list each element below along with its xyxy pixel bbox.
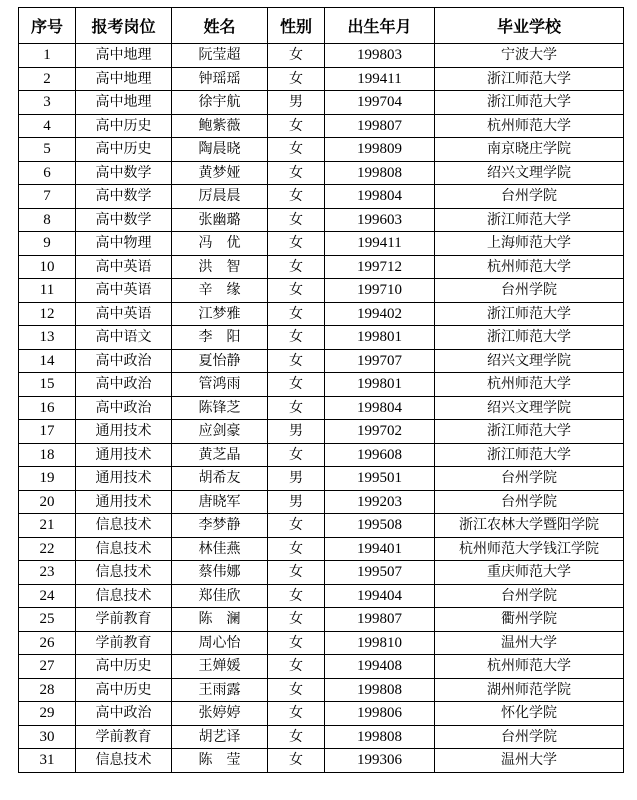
table-row bbox=[19, 161, 624, 185]
cell-birth: 199804 bbox=[325, 185, 435, 209]
cell-school: 杭州师范大学 bbox=[435, 655, 624, 679]
cell-position: 高中地理 bbox=[76, 44, 172, 68]
cell-position: 高中英语 bbox=[76, 302, 172, 326]
cell-gender: 女 bbox=[268, 584, 325, 608]
cell-name: 江梦雅 bbox=[172, 302, 268, 326]
cell-seq: 18 bbox=[19, 443, 76, 467]
cell-school: 浙江师范大学 bbox=[435, 67, 624, 91]
table-row bbox=[19, 725, 624, 749]
cell-name: 冯 优 bbox=[172, 232, 268, 256]
cell-gender: 女 bbox=[268, 44, 325, 68]
cell-birth: 199803 bbox=[325, 44, 435, 68]
cell-seq: 31 bbox=[19, 749, 76, 773]
header-seq: 序号 bbox=[19, 8, 76, 44]
cell-school: 浙江师范大学 bbox=[435, 443, 624, 467]
cell-birth: 199807 bbox=[325, 114, 435, 138]
cell-school: 台州学院 bbox=[435, 725, 624, 749]
cell-position: 高中英语 bbox=[76, 279, 172, 303]
cell-gender: 女 bbox=[268, 349, 325, 373]
cell-position: 高中数学 bbox=[76, 185, 172, 209]
cell-school: 台州学院 bbox=[435, 490, 624, 514]
cell-gender: 男 bbox=[268, 420, 325, 444]
cell-position: 高中历史 bbox=[76, 655, 172, 679]
table-row bbox=[19, 702, 624, 726]
table-row bbox=[19, 678, 624, 702]
table-row bbox=[19, 279, 624, 303]
cell-birth: 199804 bbox=[325, 396, 435, 420]
cell-birth: 199401 bbox=[325, 537, 435, 561]
cell-birth: 199712 bbox=[325, 255, 435, 279]
cell-gender: 女 bbox=[268, 208, 325, 232]
header-name: 姓名 bbox=[172, 8, 268, 44]
cell-position: 通用技术 bbox=[76, 420, 172, 444]
table-body bbox=[19, 44, 624, 773]
cell-gender: 男 bbox=[268, 91, 325, 115]
cell-name: 鲍紫薇 bbox=[172, 114, 268, 138]
table-row bbox=[19, 67, 624, 91]
cell-name: 张婷婷 bbox=[172, 702, 268, 726]
cell-school: 绍兴文理学院 bbox=[435, 161, 624, 185]
cell-school: 浙江师范大学 bbox=[435, 326, 624, 350]
cell-seq: 8 bbox=[19, 208, 76, 232]
cell-seq: 3 bbox=[19, 91, 76, 115]
cell-school: 杭州师范大学 bbox=[435, 373, 624, 397]
cell-school: 绍兴文理学院 bbox=[435, 396, 624, 420]
cell-birth: 199704 bbox=[325, 91, 435, 115]
cell-birth: 199603 bbox=[325, 208, 435, 232]
cell-position: 通用技术 bbox=[76, 490, 172, 514]
cell-name: 徐宇航 bbox=[172, 91, 268, 115]
cell-position: 信息技术 bbox=[76, 537, 172, 561]
table-header bbox=[19, 8, 624, 44]
table-row bbox=[19, 373, 624, 397]
cell-name: 管鸿雨 bbox=[172, 373, 268, 397]
cell-birth: 199501 bbox=[325, 467, 435, 491]
cell-name: 洪 智 bbox=[172, 255, 268, 279]
cell-name: 王婵媛 bbox=[172, 655, 268, 679]
cell-seq: 12 bbox=[19, 302, 76, 326]
cell-seq: 1 bbox=[19, 44, 76, 68]
cell-birth: 199306 bbox=[325, 749, 435, 773]
cell-school: 浙江师范大学 bbox=[435, 91, 624, 115]
cell-gender: 女 bbox=[268, 655, 325, 679]
cell-name: 辛 缘 bbox=[172, 279, 268, 303]
cell-position: 通用技术 bbox=[76, 443, 172, 467]
cell-seq: 24 bbox=[19, 584, 76, 608]
cell-gender: 女 bbox=[268, 302, 325, 326]
table-row bbox=[19, 349, 624, 373]
cell-gender: 女 bbox=[268, 138, 325, 162]
cell-gender: 女 bbox=[268, 67, 325, 91]
cell-gender: 女 bbox=[268, 255, 325, 279]
cell-name: 陶晨晓 bbox=[172, 138, 268, 162]
cell-gender: 女 bbox=[268, 678, 325, 702]
cell-position: 通用技术 bbox=[76, 467, 172, 491]
table-row bbox=[19, 655, 624, 679]
cell-name: 黄芝晶 bbox=[172, 443, 268, 467]
cell-seq: 7 bbox=[19, 185, 76, 209]
cell-position: 高中语文 bbox=[76, 326, 172, 350]
cell-name: 张幽璐 bbox=[172, 208, 268, 232]
header-birth: 出生年月 bbox=[325, 8, 435, 44]
table-row bbox=[19, 420, 624, 444]
cell-position: 高中地理 bbox=[76, 91, 172, 115]
cell-position: 高中历史 bbox=[76, 678, 172, 702]
cell-position: 高中英语 bbox=[76, 255, 172, 279]
cell-seq: 11 bbox=[19, 279, 76, 303]
cell-position: 高中政治 bbox=[76, 702, 172, 726]
cell-school: 台州学院 bbox=[435, 467, 624, 491]
cell-position: 学前教育 bbox=[76, 631, 172, 655]
cell-birth: 199507 bbox=[325, 561, 435, 585]
cell-name: 陈锋芝 bbox=[172, 396, 268, 420]
cell-birth: 199702 bbox=[325, 420, 435, 444]
cell-gender: 女 bbox=[268, 537, 325, 561]
cell-name: 周心怡 bbox=[172, 631, 268, 655]
cell-seq: 6 bbox=[19, 161, 76, 185]
cell-seq: 19 bbox=[19, 467, 76, 491]
cell-birth: 199809 bbox=[325, 138, 435, 162]
header-position: 报考岗位 bbox=[76, 8, 172, 44]
cell-birth: 199710 bbox=[325, 279, 435, 303]
cell-school: 杭州师范大学钱江学院 bbox=[435, 537, 624, 561]
cell-birth: 199203 bbox=[325, 490, 435, 514]
cell-school: 上海师范大学 bbox=[435, 232, 624, 256]
cell-birth: 199808 bbox=[325, 725, 435, 749]
cell-name: 胡艺译 bbox=[172, 725, 268, 749]
cell-school: 台州学院 bbox=[435, 584, 624, 608]
table-row bbox=[19, 114, 624, 138]
table-row bbox=[19, 208, 624, 232]
cell-seq: 14 bbox=[19, 349, 76, 373]
cell-name: 黄梦娅 bbox=[172, 161, 268, 185]
cell-position: 学前教育 bbox=[76, 608, 172, 632]
cell-school: 台州学院 bbox=[435, 185, 624, 209]
cell-gender: 女 bbox=[268, 608, 325, 632]
cell-name: 郑佳欣 bbox=[172, 584, 268, 608]
cell-name: 蔡伟娜 bbox=[172, 561, 268, 585]
cell-position: 高中地理 bbox=[76, 67, 172, 91]
cell-school: 绍兴文理学院 bbox=[435, 349, 624, 373]
cell-gender: 女 bbox=[268, 631, 325, 655]
cell-seq: 13 bbox=[19, 326, 76, 350]
cell-name: 林佳燕 bbox=[172, 537, 268, 561]
cell-seq: 23 bbox=[19, 561, 76, 585]
cell-seq: 21 bbox=[19, 514, 76, 538]
cell-school: 浙江师范大学 bbox=[435, 302, 624, 326]
cell-school: 台州学院 bbox=[435, 279, 624, 303]
cell-position: 高中政治 bbox=[76, 396, 172, 420]
cell-name: 李梦静 bbox=[172, 514, 268, 538]
cell-seq: 22 bbox=[19, 537, 76, 561]
table-row bbox=[19, 138, 624, 162]
cell-position: 高中历史 bbox=[76, 114, 172, 138]
cell-seq: 17 bbox=[19, 420, 76, 444]
table-row bbox=[19, 255, 624, 279]
cell-seq: 29 bbox=[19, 702, 76, 726]
table-row bbox=[19, 185, 624, 209]
cell-gender: 女 bbox=[268, 725, 325, 749]
cell-gender: 女 bbox=[268, 232, 325, 256]
cell-birth: 199508 bbox=[325, 514, 435, 538]
cell-seq: 10 bbox=[19, 255, 76, 279]
cell-gender: 女 bbox=[268, 443, 325, 467]
cell-name: 胡希友 bbox=[172, 467, 268, 491]
cell-name: 唐晓军 bbox=[172, 490, 268, 514]
table-row bbox=[19, 514, 624, 538]
cell-seq: 30 bbox=[19, 725, 76, 749]
cell-seq: 27 bbox=[19, 655, 76, 679]
cell-birth: 199808 bbox=[325, 161, 435, 185]
cell-name: 陈 莹 bbox=[172, 749, 268, 773]
table-row bbox=[19, 232, 624, 256]
table-row bbox=[19, 608, 624, 632]
cell-birth: 199707 bbox=[325, 349, 435, 373]
cell-name: 李 阳 bbox=[172, 326, 268, 350]
table-row bbox=[19, 396, 624, 420]
cell-seq: 16 bbox=[19, 396, 76, 420]
cell-gender: 女 bbox=[268, 114, 325, 138]
cell-position: 学前教育 bbox=[76, 725, 172, 749]
cell-name: 陈 澜 bbox=[172, 608, 268, 632]
table-row bbox=[19, 537, 624, 561]
cell-seq: 20 bbox=[19, 490, 76, 514]
cell-name: 厉晨晨 bbox=[172, 185, 268, 209]
cell-birth: 199608 bbox=[325, 443, 435, 467]
cell-birth: 199801 bbox=[325, 326, 435, 350]
cell-school: 重庆师范大学 bbox=[435, 561, 624, 585]
table-row bbox=[19, 631, 624, 655]
cell-gender: 女 bbox=[268, 561, 325, 585]
cell-birth: 199801 bbox=[325, 373, 435, 397]
cell-gender: 女 bbox=[268, 373, 325, 397]
cell-seq: 5 bbox=[19, 138, 76, 162]
cell-gender: 女 bbox=[268, 749, 325, 773]
cell-position: 高中数学 bbox=[76, 208, 172, 232]
cell-school: 南京晓庄学院 bbox=[435, 138, 624, 162]
cell-position: 高中政治 bbox=[76, 349, 172, 373]
cell-school: 浙江师范大学 bbox=[435, 208, 624, 232]
cell-school: 湖州师范学院 bbox=[435, 678, 624, 702]
cell-school: 宁波大学 bbox=[435, 44, 624, 68]
cell-birth: 199806 bbox=[325, 702, 435, 726]
cell-name: 应剑豪 bbox=[172, 420, 268, 444]
table-row bbox=[19, 584, 624, 608]
cell-birth: 199404 bbox=[325, 584, 435, 608]
cell-seq: 15 bbox=[19, 373, 76, 397]
cell-gender: 女 bbox=[268, 514, 325, 538]
cell-position: 高中政治 bbox=[76, 373, 172, 397]
header-school: 毕业学校 bbox=[435, 8, 624, 44]
cell-gender: 女 bbox=[268, 185, 325, 209]
table-row bbox=[19, 302, 624, 326]
cell-gender: 女 bbox=[268, 702, 325, 726]
cell-position: 信息技术 bbox=[76, 514, 172, 538]
cell-school: 怀化学院 bbox=[435, 702, 624, 726]
cell-school: 浙江师范大学 bbox=[435, 420, 624, 444]
cell-position: 信息技术 bbox=[76, 584, 172, 608]
cell-name: 夏怡静 bbox=[172, 349, 268, 373]
cell-birth: 199408 bbox=[325, 655, 435, 679]
cell-school: 浙江农林大学暨阳学院 bbox=[435, 514, 624, 538]
cell-gender: 女 bbox=[268, 326, 325, 350]
recruitment-table bbox=[18, 7, 624, 773]
cell-birth: 199411 bbox=[325, 67, 435, 91]
cell-gender: 女 bbox=[268, 161, 325, 185]
header-row bbox=[19, 8, 624, 44]
cell-gender: 男 bbox=[268, 490, 325, 514]
table-row bbox=[19, 44, 624, 68]
cell-seq: 9 bbox=[19, 232, 76, 256]
cell-name: 钟瑶瑶 bbox=[172, 67, 268, 91]
cell-seq: 25 bbox=[19, 608, 76, 632]
table-row bbox=[19, 91, 624, 115]
cell-school: 温州大学 bbox=[435, 631, 624, 655]
cell-name: 阮莹超 bbox=[172, 44, 268, 68]
cell-school: 杭州师范大学 bbox=[435, 114, 624, 138]
cell-school: 杭州师范大学 bbox=[435, 255, 624, 279]
cell-gender: 男 bbox=[268, 467, 325, 491]
table-row bbox=[19, 443, 624, 467]
cell-gender: 女 bbox=[268, 279, 325, 303]
table-row bbox=[19, 490, 624, 514]
cell-seq: 28 bbox=[19, 678, 76, 702]
cell-school: 衢州学院 bbox=[435, 608, 624, 632]
cell-birth: 199808 bbox=[325, 678, 435, 702]
cell-seq: 4 bbox=[19, 114, 76, 138]
cell-birth: 199402 bbox=[325, 302, 435, 326]
header-gender: 性别 bbox=[268, 8, 325, 44]
cell-seq: 2 bbox=[19, 67, 76, 91]
table-row bbox=[19, 561, 624, 585]
table-row bbox=[19, 749, 624, 773]
table-row bbox=[19, 467, 624, 491]
cell-position: 高中数学 bbox=[76, 161, 172, 185]
cell-position: 信息技术 bbox=[76, 561, 172, 585]
cell-gender: 女 bbox=[268, 396, 325, 420]
cell-position: 信息技术 bbox=[76, 749, 172, 773]
cell-school: 温州大学 bbox=[435, 749, 624, 773]
table-row bbox=[19, 326, 624, 350]
cell-birth: 199411 bbox=[325, 232, 435, 256]
cell-position: 高中物理 bbox=[76, 232, 172, 256]
cell-seq: 26 bbox=[19, 631, 76, 655]
cell-birth: 199807 bbox=[325, 608, 435, 632]
cell-name: 王雨露 bbox=[172, 678, 268, 702]
cell-position: 高中历史 bbox=[76, 138, 172, 162]
cell-birth: 199810 bbox=[325, 631, 435, 655]
